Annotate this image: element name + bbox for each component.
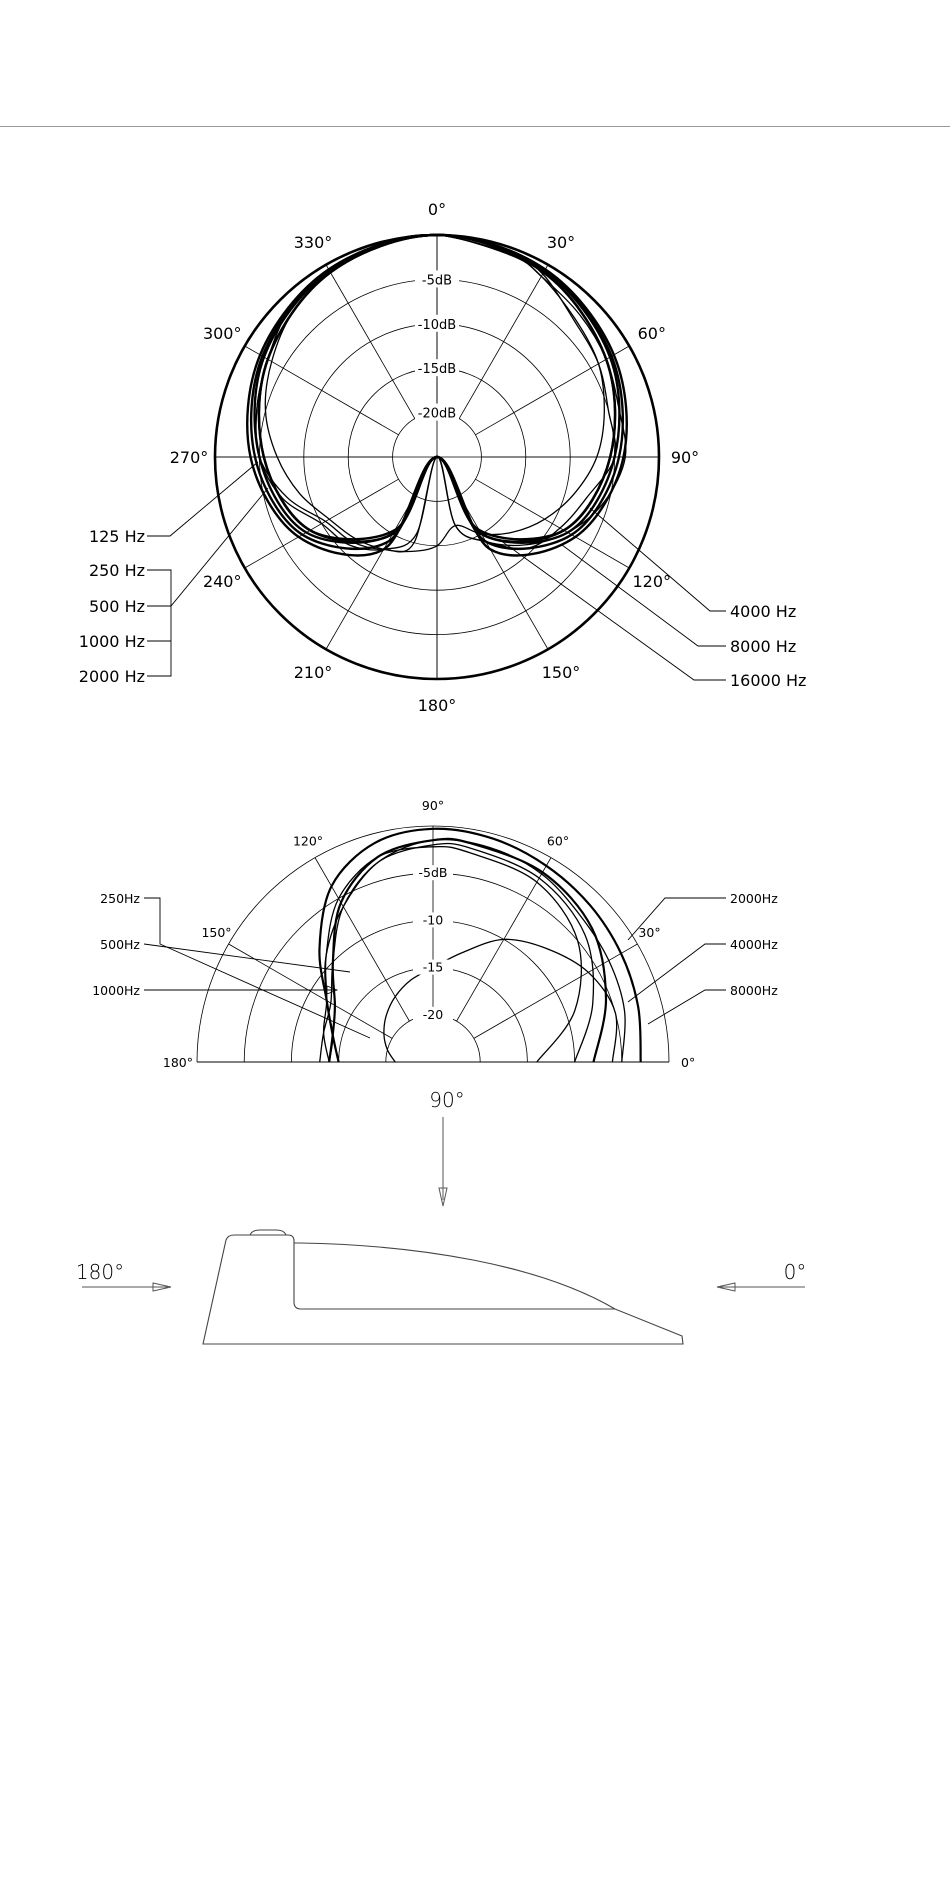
polar-chart-full <box>79 200 807 715</box>
spoke-210deg <box>326 495 415 649</box>
angle-labels <box>163 798 695 1070</box>
spoke-30deg <box>474 944 638 1038</box>
legend-250-hz: 250 Hz <box>88 561 145 580</box>
angle-label-270: 270° <box>169 448 209 467</box>
ring-label-5db: -5dB <box>421 273 453 289</box>
microphone-body <box>203 1230 683 1344</box>
arc-20db <box>386 1015 480 1062</box>
spoke-150deg <box>229 944 393 1038</box>
angle-label-210: 210° <box>293 662 333 682</box>
label-0deg: 0° <box>783 1260 807 1284</box>
legend-4000-hz: 4000 Hz <box>730 602 797 621</box>
leader-125hz <box>147 462 258 536</box>
angle-label-60: 60° <box>637 324 666 343</box>
angle-label-0: 0° <box>681 1055 696 1070</box>
angle-label-240: 240° <box>202 572 242 591</box>
ring-label-10: -10 <box>422 912 444 928</box>
angle-label-120: 120° <box>632 572 672 591</box>
angle-label-120: 120° <box>292 833 324 849</box>
microphone-orientation-diagram <box>76 1088 806 1344</box>
legend-125-hz: 125 Hz <box>88 527 145 546</box>
legend-500hz: 500Hz <box>100 937 140 952</box>
angle-label-150: 150° <box>201 925 232 940</box>
ring-label-20: -20 <box>422 1006 444 1022</box>
ring-label-10db: -10dB <box>417 317 457 333</box>
angle-label-60: 60° <box>546 833 570 849</box>
label-180deg: 180° <box>75 1260 125 1284</box>
spoke-150deg <box>459 495 548 649</box>
leader-bracket <box>147 570 171 676</box>
ring-label-15: -15 <box>422 959 444 975</box>
angle-label-300: 300° <box>202 324 242 343</box>
legend-2000-hz: 2000 Hz <box>78 667 145 686</box>
angle-label-180: 180° <box>162 1055 193 1070</box>
legend-500-hz: 500 Hz <box>88 597 145 616</box>
spoke-330deg <box>326 265 415 419</box>
label-90deg: 90° <box>429 1088 465 1112</box>
legend-1000hz: 1000Hz <box>92 983 140 998</box>
angle-label-330: 330° <box>293 233 333 253</box>
angle-label-30: 30° <box>546 233 576 253</box>
legend-2000hz: 2000Hz <box>730 891 778 906</box>
legend-4000hz: 4000Hz <box>730 937 778 952</box>
legend-250hz: 250Hz <box>100 891 140 906</box>
legend-leaders <box>147 462 726 680</box>
legend-1000-hz: 1000 Hz <box>78 632 145 651</box>
legend-16000-hz: 16000 Hz <box>730 671 807 690</box>
legend-8000-hz: 8000 Hz <box>730 637 797 656</box>
series-500hz <box>320 843 594 1062</box>
angle-label-180: 180° <box>417 696 457 715</box>
polar-series <box>319 829 640 1062</box>
angle-label-30: 30° <box>638 925 661 940</box>
angle-label-90: 90° <box>421 798 445 813</box>
ring-label-15db: -15dB <box>417 362 457 378</box>
angle-label-150: 150° <box>541 662 581 682</box>
leader-8000hz <box>562 545 726 646</box>
legend-8000hz: 8000Hz <box>730 983 778 998</box>
spoke-30deg <box>459 265 548 419</box>
ring-label-5db: -5dB <box>418 865 448 881</box>
angle-label-90: 90° <box>670 448 700 467</box>
polar-chart-half <box>92 798 778 1070</box>
angle-label-0: 0° <box>427 200 447 219</box>
leader-4000hz <box>628 944 726 1002</box>
legend-labels <box>92 891 778 998</box>
leader-16000hz <box>500 540 726 680</box>
legend-labels <box>79 527 807 690</box>
ring-label-20db: -20dB <box>417 406 457 422</box>
